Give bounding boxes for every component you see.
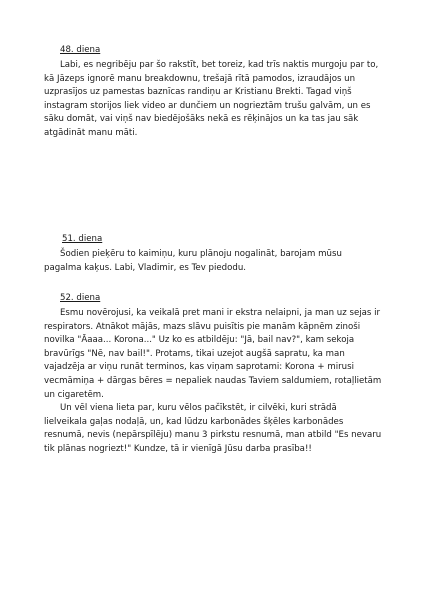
entry-paragraph: Esmu novērojusi, ka veikalā pret mani ir ekstra nelaipni, ja man uz sejas ir respirators. Atnākot mājās, mazs slāvu puisītis pie manām kāpnēm zinoši novilka "Āaaa... Korona..." Uz ko es atbildēju: "Jā, bail nav?", kam sekoja bravūrīgs "Nē, nav bail!". Protams, tikai uzejot augšā sapratu, ka man vajadzēja ar viņu runāt terminos, kas viņam saprotami: Korona + mirusi vecmāmiņa + dārgas bēres = nepaliek naudas Taviem saldumiem, rotaļlietām un cigaretēm. — [44, 308, 382, 400]
diary-entry-52 — [44, 292, 382, 457]
entry-heading: 52. diena — [60, 293, 101, 303]
diary-entry-48 — [44, 44, 382, 141]
diary-entry-51 — [44, 233, 382, 275]
entry-paragraph: Labi, es negribēju par šo rakstīt, bet toreiz, kad trīs naktis murgoju par to, kā Jāzeps ignorē manu breakdownu, trešajā rītā pamodos, izraudājos un uzprasījos uz pamestas baznīcas randiņu ar Kristianu Brekti. Tagad viņš instagram storijos liek video ar dunčiem un nogrieztām trušu galvām, un es sāku domāt, vai viņš nav biedējošāks nekā es rēķinājos un ka tas jau sāk atgādināt manu māti. — [44, 60, 379, 138]
entry-heading: 51. diena — [62, 234, 103, 244]
entry-paragraph: Šodien pieķēru to kaimiņu, kuru plānoju nogalināt, barojam mūsu pagalma kaķus. Labi, Vladimir, es Tev piedodu. — [44, 249, 342, 273]
entry-heading: 48. diena — [60, 45, 101, 55]
entry-paragraph: Un vēl viena lieta par, kuru vēlos pačīkstēt, ir cilvēki, kuri strādā lielveikala gaļas nodaļā, un, kad lūdzu karbonādes šķēles karbonādes resnumā, nevis (nepārspīlēju) manu 3 pirkstu resnumā, man atbild "Es nevaru tik plānas nogriezt!" Kundze, tā ir vienīgā Jūsu darba prasība!! — [44, 403, 382, 454]
